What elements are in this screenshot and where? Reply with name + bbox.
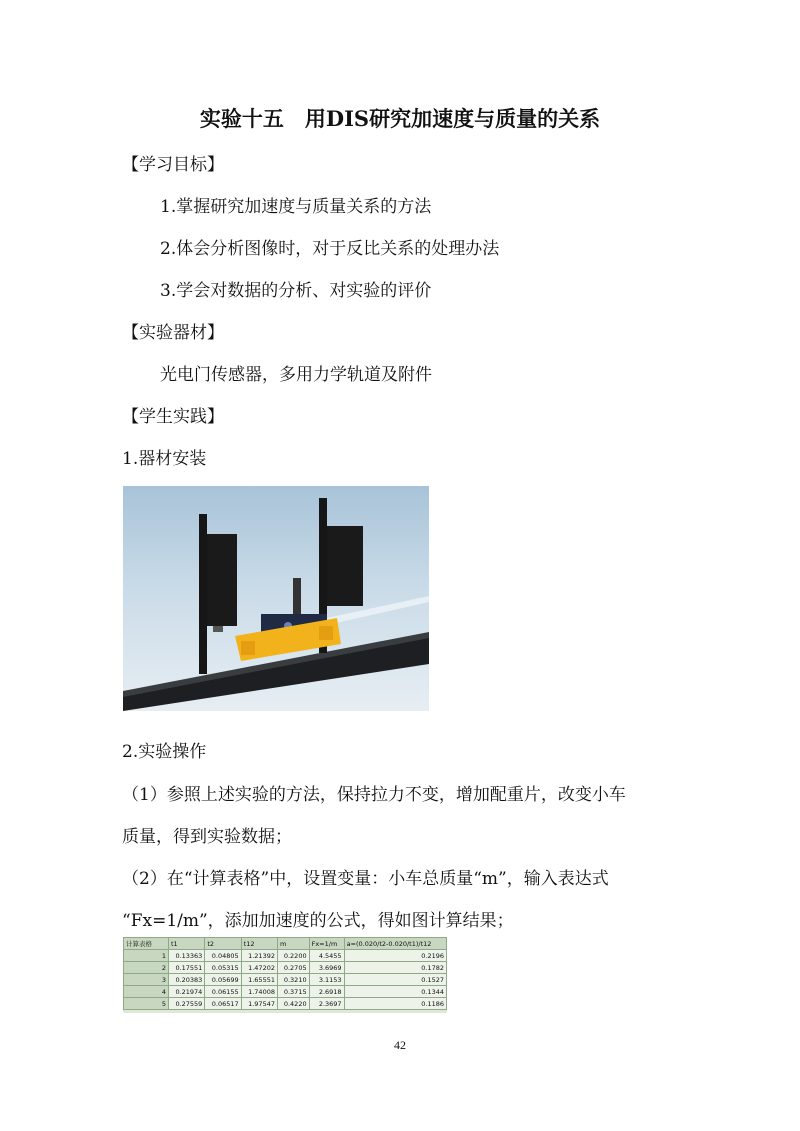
table-cell: 0.05315 (205, 962, 241, 974)
operation-2-line-2: “Fx=1/m”，添加加速度的公式，得如图计算结果； (122, 911, 514, 931)
table-row (124, 974, 447, 986)
operation-1-line-2: 质量，得到实验数据； (122, 827, 292, 847)
operation-2-line-1: （2）在“计算表格”中，设置变量：小车总质量“m”，输入表达式 (122, 869, 609, 889)
table-cell: 0.3715 (277, 986, 309, 998)
table-cell: 0.06155 (205, 986, 241, 998)
table-cell: 0.27559 (169, 998, 205, 1010)
table-cell: 3.1153 (309, 974, 344, 986)
table-row (124, 998, 447, 1010)
goal-item-1: 1.掌握研究加速度与质量关系的方法 (160, 197, 432, 217)
table-cell: 3.6969 (309, 962, 344, 974)
table-cell: 0.04805 (205, 950, 241, 962)
goal-item-3: 3.学会对数据的分析、对实验的评价 (160, 281, 432, 301)
table-cell: 1.47202 (241, 962, 277, 974)
table-header: t1 (169, 938, 205, 950)
table-cell: 2 (124, 962, 169, 974)
table-cell: 4.5455 (309, 950, 344, 962)
table-cell: 0.2200 (277, 950, 309, 962)
calculation-table (123, 937, 447, 1010)
table-row (124, 950, 447, 962)
table-header: m (277, 938, 309, 950)
table-cell: 0.1527 (344, 974, 446, 986)
page-number: 42 (394, 1038, 406, 1052)
table-row (124, 986, 447, 998)
table-header-row (124, 938, 447, 950)
table-cell: 0.21974 (169, 986, 205, 998)
table-cell: 3 (124, 974, 169, 986)
table-cell: 0.2705 (277, 962, 309, 974)
table-cell: 4 (124, 986, 169, 998)
table-cell: 0.4220 (277, 998, 309, 1010)
table-cell: 1.65551 (241, 974, 277, 986)
table-header: t2 (205, 938, 241, 950)
table-cell: 1 (124, 950, 169, 962)
table-cell: 0.1344 (344, 986, 446, 998)
table-cell: 1.97547 (241, 998, 277, 1010)
apparatus-photo (123, 486, 429, 711)
table-header: a=(0.020/t2-0.020/t1)/t12 (344, 938, 446, 950)
table-cell: 0.2196 (344, 950, 446, 962)
goals-heading: 【学习目标】 (122, 155, 224, 175)
table-cell: 0.17551 (169, 962, 205, 974)
goal-item-2: 2.体会分析图像时，对于反比关系的处理办法 (160, 239, 500, 259)
table-cell: 0.13363 (169, 950, 205, 962)
table-cell: 0.06517 (205, 998, 241, 1010)
table-cell: 0.3210 (277, 974, 309, 986)
calculation-table-image (123, 937, 447, 1013)
step-2-heading: 2.实验操作 (122, 742, 207, 762)
table-cell: 1.74008 (241, 986, 277, 998)
document-title: 实验十五 用DIS研究加速度与质量的关系 (199, 106, 601, 131)
operation-1-line-1: （1）参照上述实验的方法，保持拉力不变，增加配重片，改变小车 (122, 785, 626, 805)
table-cell: 0.1186 (344, 998, 446, 1010)
table-header: 计算表格 (124, 938, 169, 950)
step-1-heading: 1.器材安装 (122, 449, 207, 469)
table-header: t12 (241, 938, 277, 950)
table-row (124, 962, 447, 974)
equipment-heading: 【实验器材】 (122, 323, 224, 343)
table-cell: 0.05699 (205, 974, 241, 986)
table-cell: 2.3697 (309, 998, 344, 1010)
table-cell: 2.6918 (309, 986, 344, 998)
table-cell: 0.1782 (344, 962, 446, 974)
table-cell: 5 (124, 998, 169, 1010)
equipment-list: 光电门传感器，多用力学轨道及附件 (160, 365, 432, 385)
table-cell: 0.20383 (169, 974, 205, 986)
practice-heading: 【学生实践】 (122, 407, 224, 427)
apparatus-illustration (123, 486, 429, 711)
table-header: Fx=1/m (309, 938, 344, 950)
table-cell: 1.21392 (241, 950, 277, 962)
